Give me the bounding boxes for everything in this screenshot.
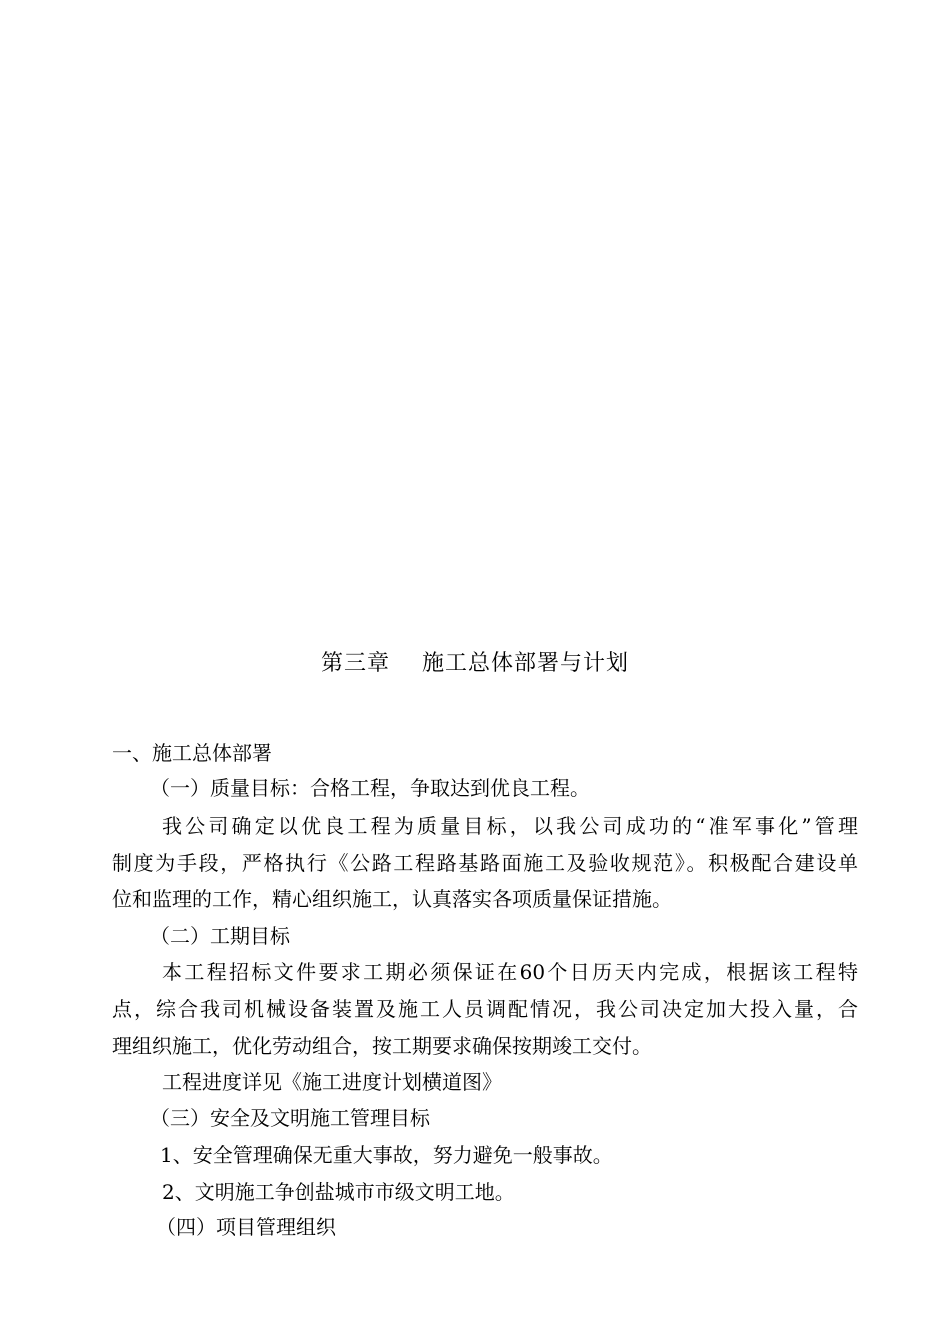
- schedule-para-line-2: 点，综合我司机械设备装置及施工人员调配情况，我公司决定加大投入量，合: [112, 997, 858, 1021]
- schedule-para-line-1: 本工程招标文件要求工期必须保证在60个日历天内完成，根据该工程特: [162, 960, 858, 984]
- section-heading-deployment: 一、施工总体部署: [112, 741, 272, 765]
- safety-item-1: 1、安全管理确保无重大事故，努力避免一般事故。: [160, 1143, 613, 1167]
- quality-goal-heading: （一）质量目标：合格工程，争取达到优良工程。: [150, 776, 590, 800]
- safety-goal-heading: （三）安全及文明施工管理目标: [150, 1106, 430, 1130]
- chapter-title: 第三章 施工总体部署与计划: [321, 651, 629, 676]
- quality-para-line-1: 我公司确定以优良工程为质量目标，以我公司成功的“准军事化”管理: [162, 814, 858, 838]
- schedule-goal-heading: （二）工期目标: [150, 924, 290, 948]
- quality-para-line-2: 制度为手段，严格执行《公路工程路基路面施工及验收规范》。积极配合建设单: [112, 851, 858, 875]
- quality-para-line-3: 位和监理的工作，精心组织施工，认真落实各项质量保证措施。: [112, 887, 672, 911]
- safety-item-2: 2、文明施工争创盐城市市级文明工地。: [162, 1180, 515, 1204]
- schedule-para-line-3: 理组织施工，优化劳动组合，按工期要求确保按期竣工交付。: [112, 1034, 652, 1058]
- organization-heading: （四）项目管理组织: [156, 1215, 336, 1239]
- schedule-note: 工程进度详见《施工进度计划横道图》: [162, 1070, 502, 1094]
